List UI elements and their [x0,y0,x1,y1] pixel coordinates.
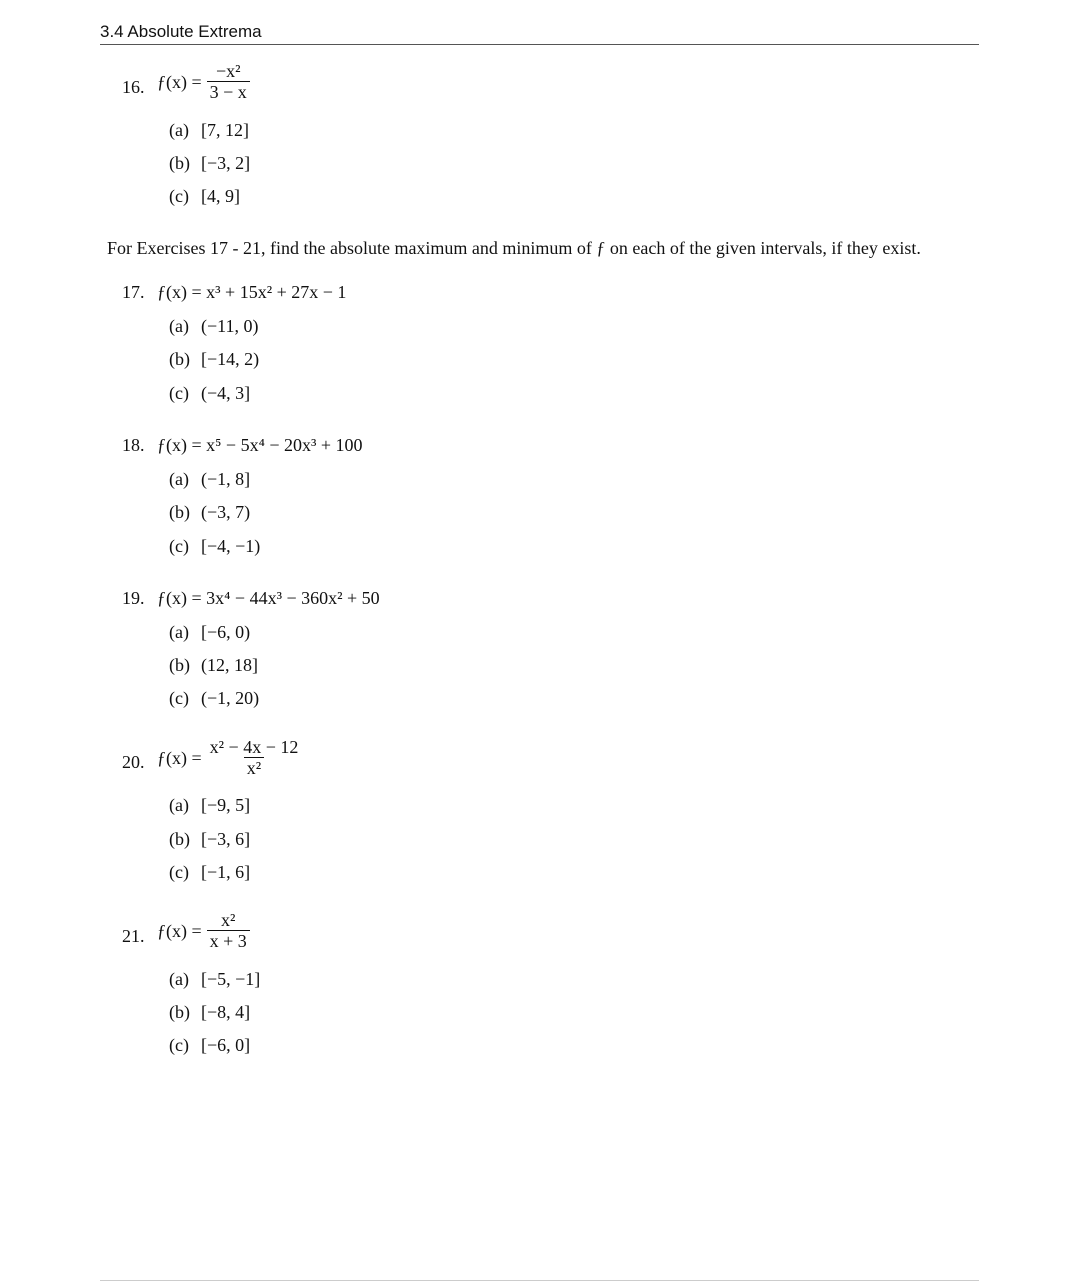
numerator: x² [221,910,236,930]
part-b: (b) (−3, 7) [169,502,251,522]
part-b: (b) [−3, 6] [169,829,251,849]
part-a: (a) [7, 12] [169,120,249,140]
exercise-17 [122,282,622,412]
numerator: x² − 4x − 12 [209,737,299,757]
part-c: (c) [−6, 0] [169,1035,251,1055]
exercise-number: 20. [122,752,145,772]
section-header: 3.4 Absolute Extrema [100,22,979,45]
part-a: (a) (−1, 8] [169,469,251,489]
footer-rule [100,1280,979,1281]
function-expression: ƒ(x) = x⁵ − 5x⁴ − 20x³ + 100 [157,435,363,455]
part-b: (b) [−14, 2) [169,349,260,369]
function-expression: ƒ(x) = 3x⁴ − 44x³ − 360x² + 50 [157,588,380,608]
part-c: (c) [−4, −1) [169,536,261,556]
function-expression [157,911,250,950]
function-lhs: ƒ(x) = [157,747,202,768]
denominator: 3 − x [207,81,250,101]
denominator: x + 3 [207,930,250,950]
part-b: (b) [−8, 4] [169,1002,251,1022]
part-a: (a) [−6, 0) [169,622,251,642]
exercise-number: 18. [122,435,145,455]
exercise-16 [122,62,522,212]
function-expression: ƒ(x) = x³ + 15x² + 27x − 1 [157,282,347,302]
function-lhs: ƒ(x) = [157,71,202,92]
fraction [207,911,250,950]
function-expression [157,738,301,777]
exercise-21 [122,911,622,1061]
exercise-number: 16. [122,77,145,97]
part-c: (c) [−1, 6] [169,862,251,882]
function-expression [157,62,250,101]
fraction [207,738,302,777]
part-c: (c) [4, 9] [169,186,240,206]
instruction-text: For Exercises 17 - 21, find the absolute maximum and minimum of ƒ on each of the given intervals, if they exist. [107,238,921,258]
exercise-19 [122,588,622,718]
fraction [207,62,250,101]
exercise-number: 19. [122,588,145,608]
numerator: −x² [215,61,241,81]
part-a: (a) (−11, 0) [169,316,259,336]
denominator: x² [244,757,264,777]
part-b: (b) [−3, 2] [169,153,251,173]
part-c: (c) (−1, 20) [169,688,260,708]
part-c: (c) (−4, 3] [169,383,251,403]
exercise-18 [122,435,622,565]
exercise-number: 17. [122,282,145,302]
exercise-20 [122,738,622,888]
part-a: (a) [−9, 5] [169,795,251,815]
exercise-number: 21. [122,926,145,946]
function-lhs: ƒ(x) = [157,920,202,941]
part-b: (b) (12, 18] [169,655,258,675]
part-a: (a) [−5, −1] [169,969,261,989]
